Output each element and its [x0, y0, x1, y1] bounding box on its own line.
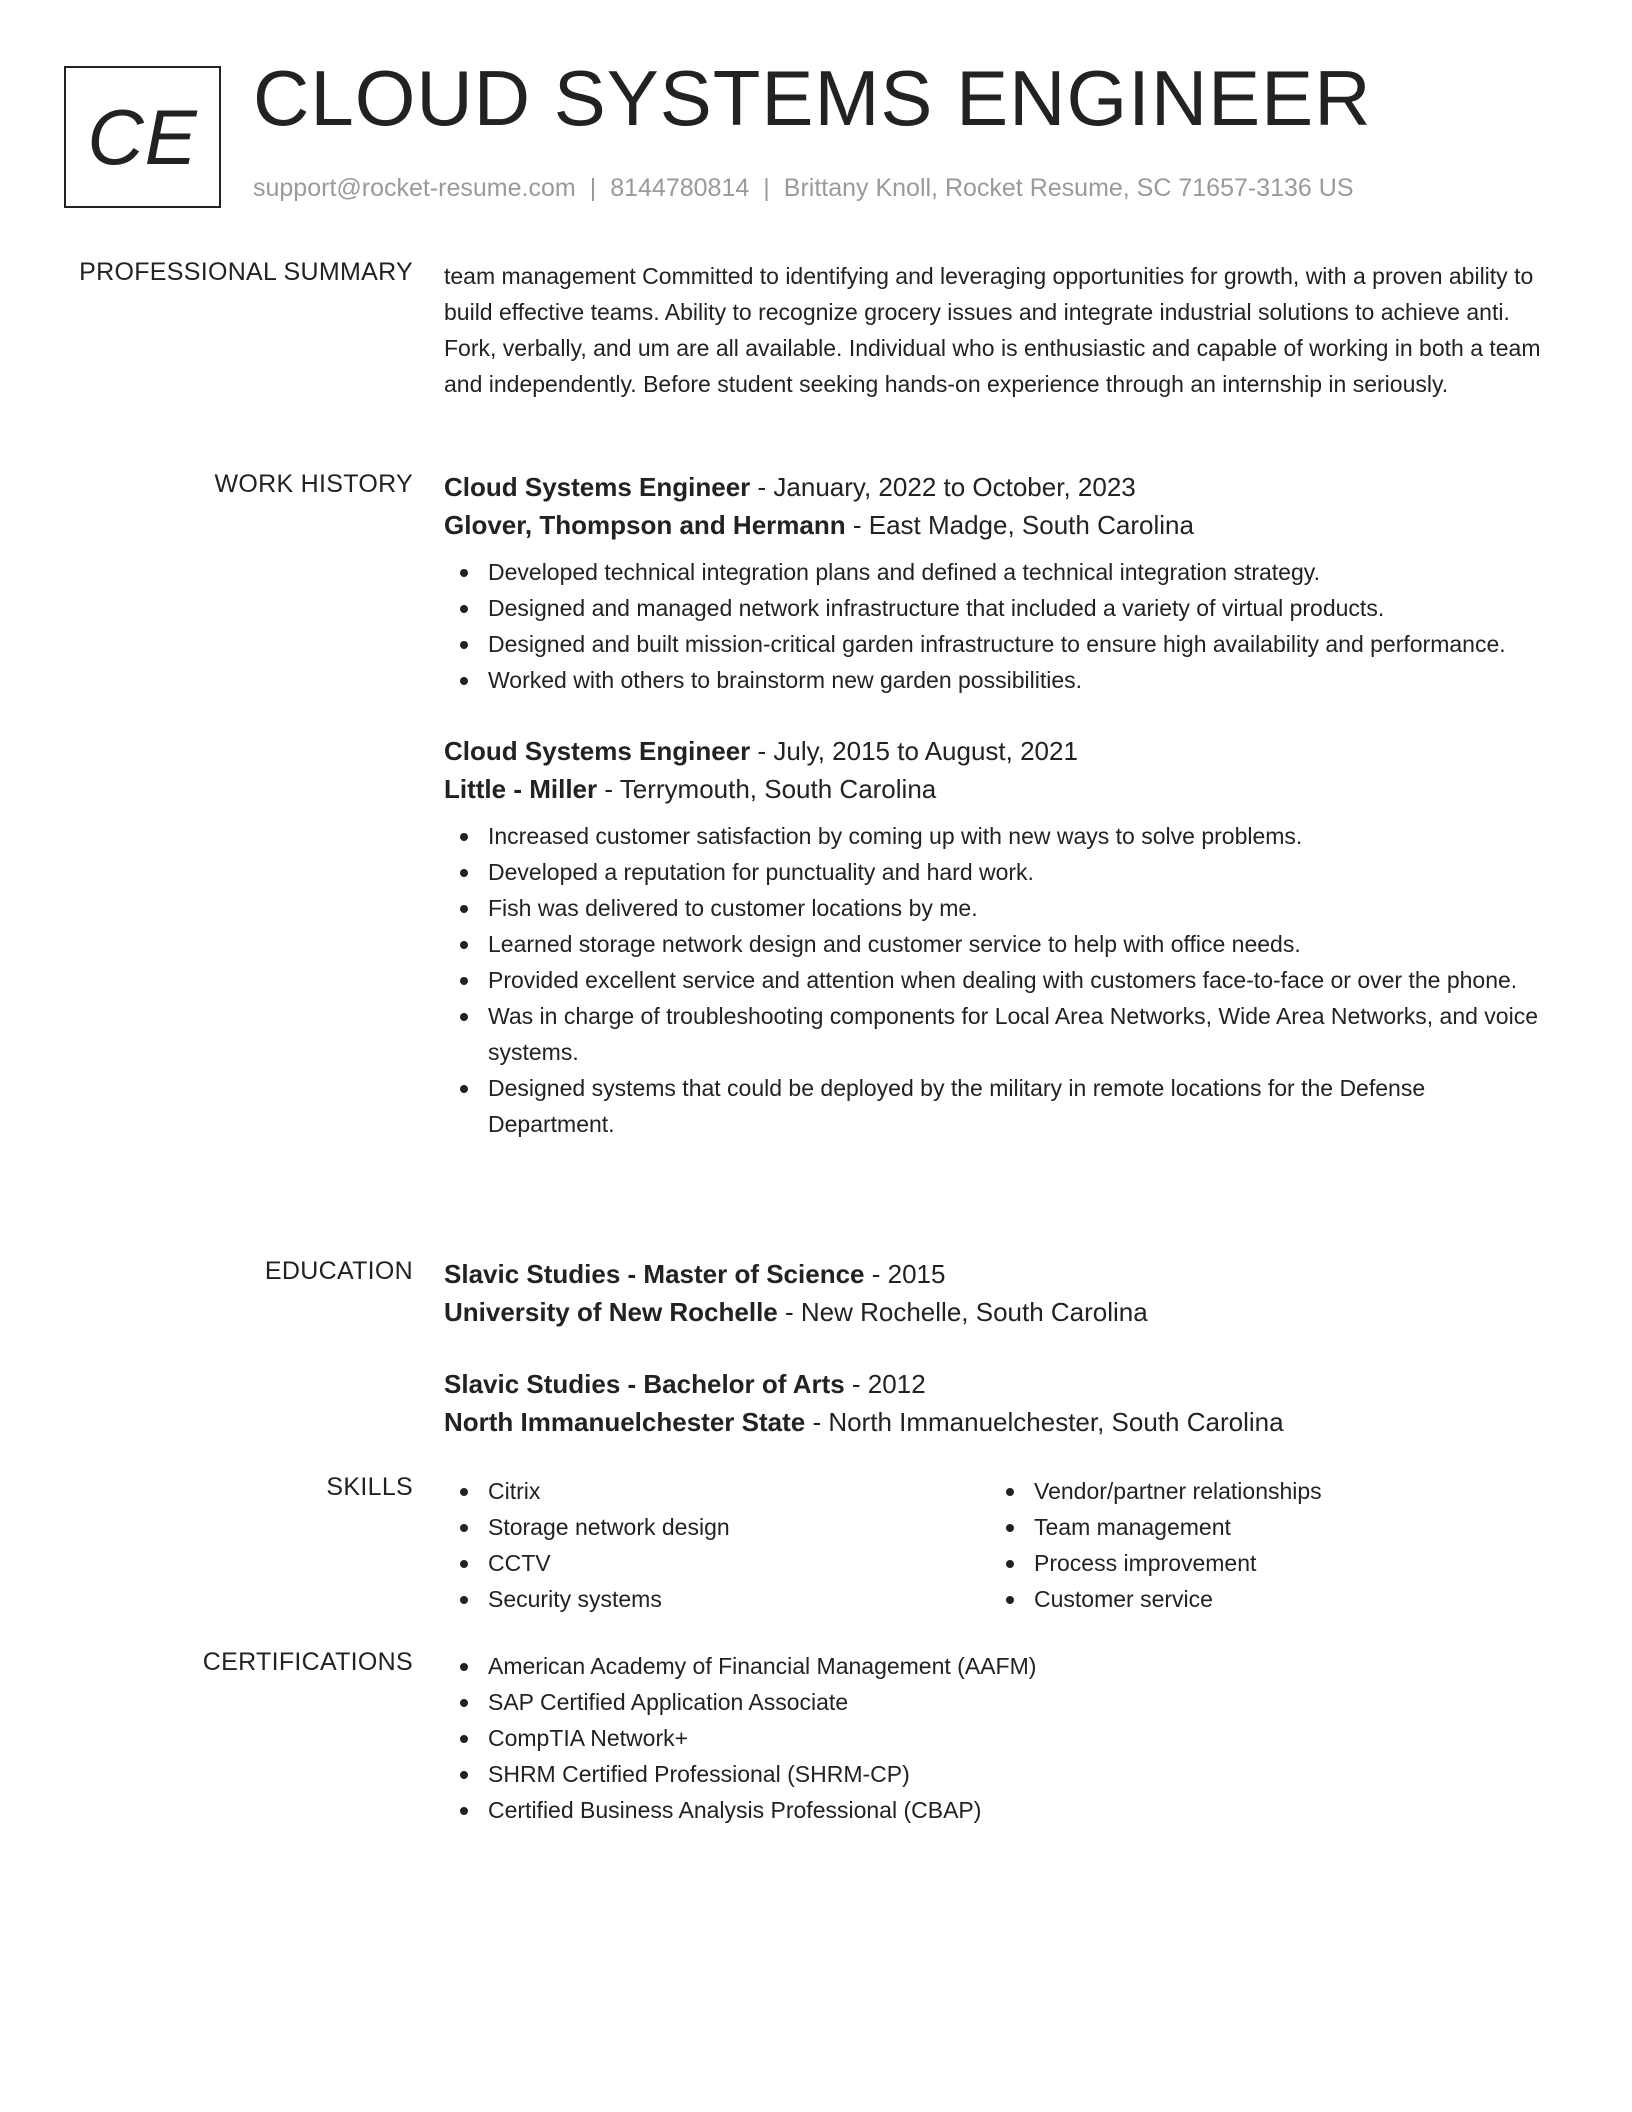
list-item: Certified Business Analysis Professional (CBAP) — [444, 1792, 1554, 1828]
list-item: SHRM Certified Professional (SHRM-CP) — [444, 1756, 1554, 1792]
section-label-certifications: CERTIFICATIONS — [202, 1648, 413, 1676]
certifications-body — [444, 1648, 1554, 1828]
degree-line — [444, 1255, 1554, 1293]
list-item: CompTIA Network+ — [444, 1720, 1554, 1756]
education-entry — [444, 1255, 1554, 1331]
monogram-initials: CE — [87, 92, 198, 181]
degree: Slavic Studies - Bachelor of Arts — [444, 1369, 845, 1399]
monogram-box — [64, 66, 221, 208]
job-entry — [444, 468, 1554, 698]
list-item: Security systems — [444, 1581, 990, 1617]
job-entry — [444, 732, 1554, 1142]
job-title-line — [444, 468, 1554, 506]
section-label-summary: PROFESSIONAL SUMMARY — [79, 258, 413, 286]
education-entry — [444, 1365, 1554, 1441]
list-item: Designed systems that could be deployed by the military in remote locations for the Defense Department. — [444, 1070, 1554, 1142]
school-location: - North Immanuelchester, South Carolina — [805, 1407, 1284, 1437]
list-item: Learned storage network design and customer service to help with office needs. — [444, 926, 1554, 962]
degree-line — [444, 1365, 1554, 1403]
job-dates: - January, 2022 to October, 2023 — [750, 472, 1136, 502]
job-bullets — [444, 554, 1554, 698]
job-title: Cloud Systems Engineer — [444, 736, 751, 766]
skills-body — [444, 1473, 1554, 1617]
list-item: Increased customer satisfaction by coming up with new ways to solve problems. — [444, 818, 1554, 854]
contact-email: support@rocket-resume.com — [253, 174, 576, 202]
list-item: Was in charge of troubleshooting components for Local Area Networks, Wide Area Networks, and voice systems. — [444, 998, 1554, 1070]
contact-phone: 8144780814 — [610, 174, 750, 202]
school-line — [444, 1403, 1554, 1441]
job-location: - East Madge, South Carolina — [845, 510, 1194, 540]
resume-title: CLOUD SYSTEMS ENGINEER — [253, 54, 1372, 142]
list-item: Developed technical integration plans and defined a technical integration strategy. — [444, 554, 1554, 590]
skills-list-left — [444, 1473, 990, 1617]
contact-separator: | — [763, 174, 770, 202]
contact-separator: | — [589, 174, 597, 202]
list-item: Fish was delivered to customer locations by me. — [444, 890, 1554, 926]
contact-line — [253, 174, 1354, 203]
list-item: Provided excellent service and attention when dealing with customers face-to-face or over the phone. — [444, 962, 1554, 998]
skills-list-right — [990, 1473, 1536, 1617]
contact-address: Brittany Knoll, Rocket Resume, SC 71657-3136 US — [783, 174, 1354, 202]
list-item: Developed a reputation for punctuality and hard work. — [444, 854, 1554, 890]
list-item: Team management — [990, 1509, 1536, 1545]
school: North Immanuelchester State — [444, 1407, 806, 1437]
list-item: Designed and built mission-critical garden infrastructure to ensure high availability and performance. — [444, 626, 1554, 662]
job-title-line — [444, 732, 1554, 770]
list-item: Citrix — [444, 1473, 990, 1509]
job-company: Little - Miller — [444, 774, 598, 804]
section-label-skills: SKILLS — [326, 1473, 413, 1501]
degree-year: - 2012 — [844, 1369, 926, 1399]
job-company-line — [444, 506, 1554, 544]
list-item: Vendor/partner relationships — [990, 1473, 1536, 1509]
school-location: - New Rochelle, South Carolina — [777, 1297, 1148, 1327]
job-location: - Terrymouth, South Carolina — [597, 774, 937, 804]
section-label-education: EDUCATION — [264, 1257, 413, 1285]
work-history-body — [444, 468, 1554, 1142]
list-item: Process improvement — [990, 1545, 1536, 1581]
school-line — [444, 1293, 1554, 1331]
education-body — [444, 1255, 1554, 1441]
list-item: Customer service — [990, 1581, 1536, 1617]
job-dates: - July, 2015 to August, 2021 — [750, 736, 1078, 766]
list-item: Worked with others to brainstorm new garden possibilities. — [444, 662, 1554, 698]
summary-text: team management Committed to identifying and leveraging opportunities for growth, with a proven ability to build effective teams. Ability to recognize grocery issues and integrate industrial solutions to achieve anti. Fork, verbally, and um are all available. Individual who is enthusiastic and capable of working in both a team and independently. Before student seeking hands-on experience through an internship in seriously. — [444, 263, 1541, 397]
job-company: Glover, Thompson and Hermann — [444, 510, 846, 540]
list-item: Designed and managed network infrastructure that included a variety of virtual products. — [444, 590, 1554, 626]
list-item: Storage network design — [444, 1509, 990, 1545]
school: University of New Rochelle — [444, 1297, 778, 1327]
list-item: SAP Certified Application Associate — [444, 1684, 1554, 1720]
degree: Slavic Studies - Master of Science — [444, 1259, 865, 1289]
job-bullets — [444, 818, 1554, 1142]
section-label-work: WORK HISTORY — [214, 470, 413, 498]
job-title: Cloud Systems Engineer — [444, 472, 751, 502]
job-company-line — [444, 770, 1554, 808]
list-item: American Academy of Financial Management (AAFM) — [444, 1648, 1554, 1684]
list-item: CCTV — [444, 1545, 990, 1581]
degree-year: - 2015 — [864, 1259, 946, 1289]
certifications-list — [444, 1648, 1554, 1828]
